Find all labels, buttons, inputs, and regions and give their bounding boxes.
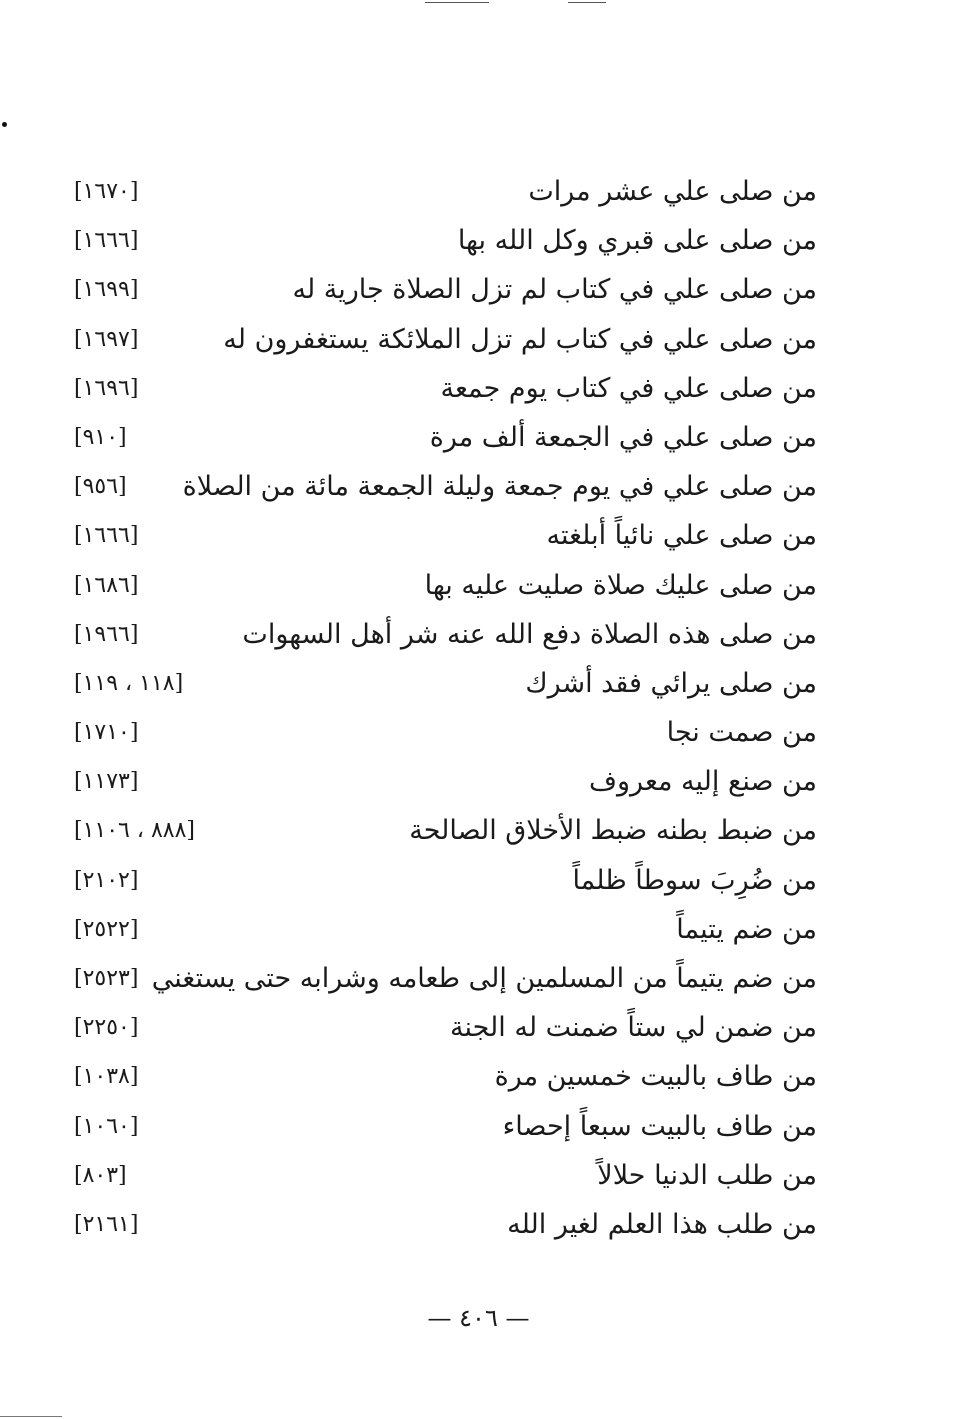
- index-entry: [0, 365, 957, 414]
- entry-text: من صلى يرائي فقد أشرك: [525, 667, 817, 699]
- entry-text: من صلى علي نائياً أبلغته: [546, 520, 817, 552]
- index-entry: [0, 1201, 957, 1250]
- entry-text: من طلب الدنيا حلالاً: [597, 1159, 817, 1191]
- entry-reference: [١١٧٣]: [74, 769, 139, 795]
- entry-reference: [١٠٣٨]: [74, 1064, 139, 1090]
- index-entry: [0, 414, 957, 463]
- entry-reference: [١١٨ ، ١١٩]: [74, 670, 184, 696]
- entry-text: من ضم يتيماً من المسلمين إلى طعامه وشرابه حتى يستغني: [151, 963, 817, 994]
- hadith-index-list: [0, 168, 957, 1250]
- entry-reference: [١٠٦٠]: [74, 1113, 139, 1139]
- entry-text: من ضمن لي ستاً ضمنت له الجنة: [449, 1012, 817, 1044]
- entry-text: من صمت نجا: [666, 717, 817, 749]
- entry-text: من صلى علي عشر مرات: [528, 176, 817, 207]
- index-entry: [0, 266, 957, 315]
- entry-text: من صلى علي في الجمعة ألف مرة: [429, 421, 817, 453]
- entry-text: من صلى هذه الصلاة دفع الله عنه شر أهل السهوات: [242, 618, 817, 650]
- index-entry: [0, 758, 957, 807]
- entry-text: من صلى علي في كتاب يوم جمعة: [440, 372, 817, 404]
- index-entry: [0, 168, 957, 217]
- entry-reference: [١٦٩٧]: [74, 326, 139, 352]
- top-rule-left: [425, 2, 489, 3]
- index-entry: [0, 660, 957, 709]
- entry-text: من ضُرِبَ سوطاً ظلماً: [572, 864, 817, 896]
- entry-text: من صلى علي في كتاب لم تزل الصلاة جارية له: [292, 274, 817, 306]
- page-number: — ٤٠٦ —: [427, 1304, 530, 1332]
- entry-reference: [٨٠٣]: [74, 1162, 127, 1188]
- entry-reference: [٩٥٦]: [74, 474, 127, 500]
- entry-reference: [١٦٧٠]: [74, 179, 139, 204]
- index-entry: [0, 463, 957, 512]
- margin-dot: [2, 122, 7, 127]
- entry-text: من صلى عليك صلاة صليت عليه بها: [424, 569, 817, 601]
- entry-text: من طاف بالبيت خمسين مرة: [494, 1061, 817, 1093]
- entry-reference: [٩١٠]: [74, 424, 127, 450]
- index-entry: [0, 1103, 957, 1152]
- index-entry: [0, 906, 957, 955]
- entry-reference: [١٧١٠]: [74, 720, 139, 746]
- entry-reference: [٢١٠٢]: [74, 867, 139, 893]
- entry-reference: [٢٥٢٣]: [74, 966, 139, 991]
- entry-text: من صلى علي في كتاب لم تزل الملائكة يستغفرون له: [223, 323, 817, 355]
- entry-reference: [١٩٦٦]: [74, 621, 139, 647]
- entry-reference: [٢١٦١]: [74, 1211, 139, 1237]
- top-rule-right: [568, 2, 606, 3]
- entry-reference: [١٦٩٩]: [74, 277, 139, 303]
- index-entry: [0, 611, 957, 660]
- index-entry: [0, 1152, 957, 1201]
- index-entry: [0, 1004, 957, 1053]
- index-entry: [0, 857, 957, 906]
- entry-text: من صلى على قبري وكل الله بها: [457, 225, 817, 257]
- entry-text: من صلى علي في يوم جمعة وليلة الجمعة مائة من الصلاة: [182, 471, 817, 503]
- entry-text: من صنع إليه معروف: [589, 766, 817, 798]
- entry-reference: [٢٢٥٠]: [74, 1015, 139, 1041]
- index-entry: [0, 807, 957, 856]
- entry-text: من طلب هذا العلم لغير الله: [507, 1208, 817, 1240]
- index-entry: [0, 316, 957, 365]
- entry-reference: [١٦٦٦]: [74, 523, 139, 549]
- entry-reference: [١٦٩٦]: [74, 375, 139, 401]
- index-entry: [0, 709, 957, 758]
- index-entry: [0, 1053, 957, 1102]
- entry-text: من ضبط بطنه ضبط الأخلاق الصالحة: [409, 815, 817, 847]
- index-entry: [0, 955, 957, 1004]
- entry-reference: [١٦٨٦]: [74, 572, 139, 598]
- index-entry: [0, 562, 957, 611]
- entry-reference: [١٦٦٦]: [74, 228, 139, 254]
- entry-reference: [٢٥٢٢]: [74, 916, 139, 942]
- entry-reference: [٨٨٨ ، ١١٠٦]: [74, 818, 195, 844]
- bottom-rule: [0, 1416, 62, 1417]
- entry-text: من طاف بالبيت سبعاً إحصاء: [502, 1110, 817, 1142]
- entry-text: من ضم يتيماً: [676, 913, 817, 945]
- index-entry: [0, 512, 957, 561]
- index-entry: [0, 217, 957, 266]
